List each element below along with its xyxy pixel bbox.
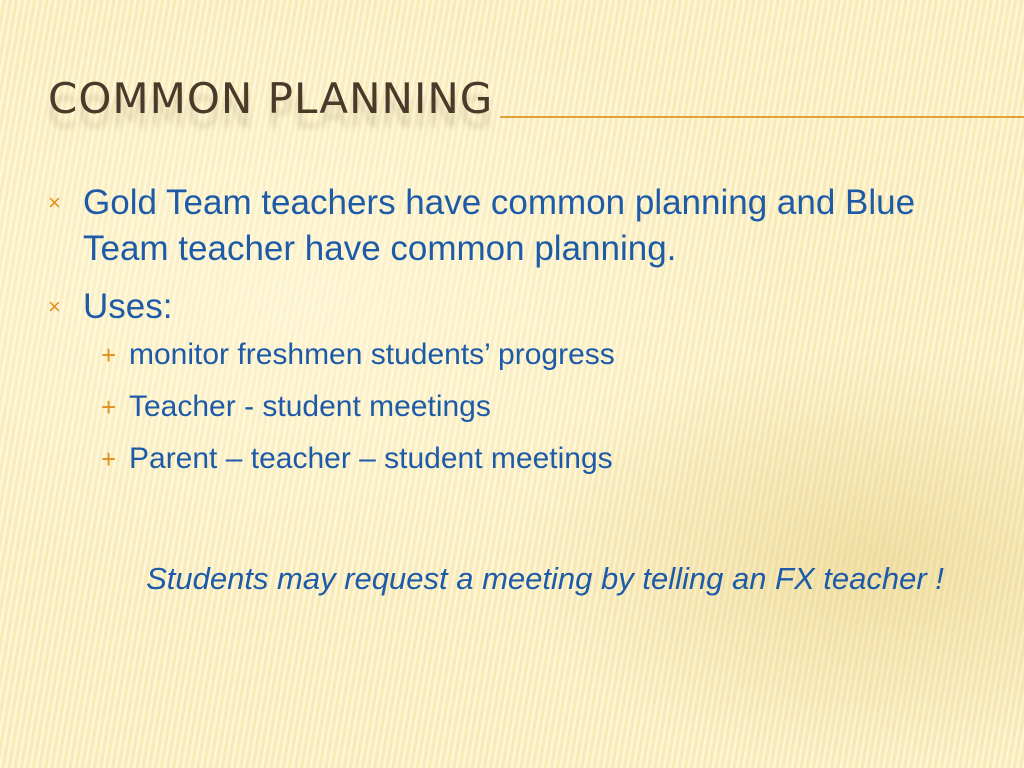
plus-bullet-icon: + [101,444,117,474]
title-underline-rule [500,116,1024,118]
italic-note: Students may request a meeting by telling an FX teacher ! [146,561,944,596]
sub-bullet-text: Teacher - student meetings [129,390,491,423]
plus-bullet-icon: + [101,340,117,370]
bullet-text: Uses: [83,287,173,326]
bullet-text: Gold Team teachers have common planning and Blue Team teacher have common planning. [83,183,916,268]
sub-bullet-text: Parent – teacher – student meetings [129,442,613,475]
bullet-list [48,180,1008,492]
sub-bullet-text: monitor freshmen students’ progress [129,338,615,371]
bullet-item-teams [48,180,1008,272]
sub-bullet-item [83,388,1008,426]
sub-bullet-list [83,336,1008,478]
title-row [0,72,1024,132]
x-bullet-icon: × [48,294,61,319]
sub-bullet-item [83,440,1008,478]
sub-bullet-item [83,336,1008,374]
slide-title: COMMON PLANNING [48,74,494,123]
bullet-item-uses [48,284,1008,478]
x-bullet-icon: × [48,190,61,215]
plus-bullet-icon: + [101,392,117,422]
